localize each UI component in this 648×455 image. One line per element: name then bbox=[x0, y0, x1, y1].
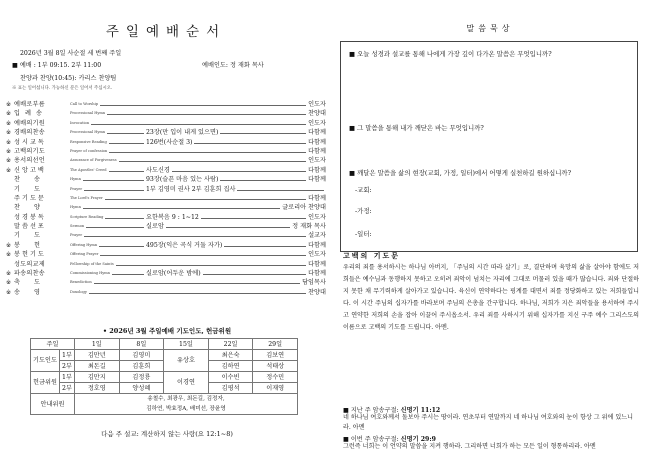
header-cell: 1일 bbox=[75, 339, 120, 350]
part-label: 1부 bbox=[60, 350, 75, 361]
order-row bbox=[6, 185, 326, 194]
order-row bbox=[6, 147, 326, 156]
order-item-name: 입례송 bbox=[14, 110, 47, 118]
leader-line bbox=[116, 265, 306, 266]
guide-names-line1: 송철수, 최광우, 최돈길, 김정자, bbox=[75, 394, 298, 405]
last-week-verse-text: 네 하나님 여호와께서 돌보아 주시는 땅이라. 연초부터 연말까지 네 하나님 여호와의 눈이 항상 그 위에 있느니라. 아멘 bbox=[343, 414, 634, 431]
order-item-performer: 다함께 bbox=[308, 147, 326, 155]
order-item-performer: 다함께 bbox=[308, 194, 326, 202]
order-item-performer: 다함께 bbox=[308, 241, 326, 249]
order-item-content: 495장(익은 곡식 거둘 자가) bbox=[146, 241, 223, 249]
leader-line bbox=[86, 227, 290, 228]
name-cell: 정호영 bbox=[75, 383, 120, 394]
order-item-content: 93장(슬픈 마음 있는 사람) bbox=[146, 176, 219, 184]
name-cell: 최돈길 bbox=[75, 361, 120, 372]
order-row bbox=[6, 194, 326, 203]
confession-text: 우리의 죄를 용서하시는 하나님 아버지, 「주님의 시간 따라 살기」로, 결단하며 육망의 삶을 살아야 함에도 저희들은 예수님과 동행하지 못하고 오히려 죄악이 넘치는 자리에 그대로 머물러 있을 때가 많습니다. 죄와 단절하지 못한 채 무기력하게 살아가고 있습니다. 육신이 연약하다는 핑계를 대면서 죄를 정당화하고 있는 저희들입니다. 이 시간 주님의 십자가를 바라보며 주님의 은총을 간구합니다. 하나님, 저희가 지은 죄악들을 용서하여 주시고 연약한 저희의 손을 잡아 이끌어 주시옵소서. 우리 죄를 사하시기 위해 십자가를 지신 구주 예수 그리스도의 이름으로 고백의 기도를 드립니다. 아멘. bbox=[343, 264, 639, 332]
order-row bbox=[6, 231, 326, 240]
stand-mark: ※ bbox=[6, 270, 12, 278]
order-row bbox=[6, 222, 326, 231]
stand-mark: ※ bbox=[6, 241, 12, 249]
order-item-english: Prayer bbox=[70, 233, 83, 238]
name-cell: 김영미 bbox=[119, 350, 164, 361]
stand-mark: ※ bbox=[6, 138, 12, 146]
order-row bbox=[6, 250, 326, 259]
service-leader: 예배인도: 정 재화 목사 bbox=[202, 62, 264, 69]
name-cell: 김훈희 bbox=[119, 361, 164, 372]
name-cell: 유상호 bbox=[164, 350, 209, 372]
last-week-ref: 신명기 11:12 bbox=[400, 407, 441, 414]
leader-line bbox=[119, 161, 306, 162]
order-item-content: 사도신경 bbox=[146, 166, 170, 174]
order-item-name: 경배의찬송 bbox=[14, 129, 45, 137]
order-item-name: 예배로부름 bbox=[14, 101, 45, 108]
order-item-name: 주기도문 bbox=[14, 194, 46, 202]
order-item-performer: 인도자 bbox=[308, 251, 326, 259]
name-cell: 석태상 bbox=[253, 361, 298, 372]
order-item-performer: 다함께 bbox=[308, 270, 326, 278]
order-item-name: 찬양 bbox=[14, 204, 54, 212]
part-label: 2부 bbox=[60, 361, 75, 372]
order-item-name: 성경봉독 bbox=[14, 213, 46, 221]
this-week-verse-text: 그런즉 너희는 이 언약의 말씀을 지켜 행하라. 그리하면 너희가 하는 모든 일이 형통하리라. 아멘 bbox=[343, 443, 596, 450]
next-week-sermon: 다음 주 설교: 계산하지 않는 사랑(요 12:1~8) bbox=[101, 430, 233, 438]
leader-line bbox=[112, 274, 306, 275]
order-row bbox=[6, 119, 326, 128]
leader-line bbox=[109, 171, 306, 172]
name-cell: 이경연 bbox=[164, 372, 209, 394]
order-row bbox=[6, 278, 326, 287]
order-item-name: 고백의기도 bbox=[14, 147, 45, 155]
answer-work-label: -일터: bbox=[355, 230, 372, 238]
order-item-english: Hymn bbox=[70, 205, 81, 210]
confession-title: 고백의 기도문 bbox=[343, 251, 401, 260]
order-item-performer: 인도자 bbox=[308, 119, 326, 127]
reflection-title: 말씀묵상 bbox=[466, 24, 514, 33]
leader-line bbox=[89, 293, 306, 294]
order-item-english: Call to Worship bbox=[70, 102, 99, 106]
stand-mark: ※ bbox=[6, 288, 12, 296]
stand-mark: ※ bbox=[6, 110, 12, 118]
order-item-performer: 설교자 bbox=[308, 232, 326, 240]
order-of-service bbox=[6, 100, 326, 297]
answer-home-label: -가정: bbox=[355, 207, 372, 215]
order-item-english: Benediction bbox=[70, 280, 92, 285]
order-row bbox=[6, 109, 326, 118]
name-cell: 양성혜 bbox=[119, 383, 164, 394]
stand-mark: ※ bbox=[6, 119, 12, 127]
order-item-english: Scripture Reading bbox=[70, 214, 104, 219]
order-item-english: Hymn bbox=[70, 177, 81, 182]
order-item-performer: 인도자 bbox=[308, 101, 326, 108]
order-row bbox=[6, 203, 326, 212]
order-item-english: Processional Hymn bbox=[70, 130, 106, 135]
order-item-english: The Apostles' Creed bbox=[70, 167, 107, 172]
name-cell: 김만년 bbox=[75, 350, 120, 361]
answer-home[interactable] bbox=[355, 206, 372, 215]
order-item-name: 용서의선언 bbox=[14, 157, 45, 165]
this-week-label: ■ 이번 주 암송구절: bbox=[343, 436, 399, 443]
name-cell: 김하연 bbox=[208, 361, 253, 372]
answer-church[interactable] bbox=[355, 185, 372, 194]
stand-mark: ※ bbox=[6, 147, 12, 155]
name-cell: 정수민 bbox=[253, 372, 298, 383]
leader-line bbox=[109, 152, 306, 153]
leader-line bbox=[84, 236, 306, 237]
order-item-performer: 다함께 bbox=[308, 260, 326, 268]
order-item-name: 성도의교제 bbox=[14, 260, 45, 268]
page-title: 주일예배순서 bbox=[105, 24, 227, 40]
worship-table-title: • 2026년 3월 주일예배 기도인도, 헌금위원 bbox=[102, 327, 232, 335]
order-item-content: 실로암(어두운 밤에) bbox=[146, 270, 201, 278]
this-week-ref: 신명기 29:9 bbox=[400, 436, 436, 443]
order-item-name: 예배의기원 bbox=[14, 119, 45, 127]
order-item-english: Prayer bbox=[70, 186, 83, 191]
reflection-box bbox=[340, 41, 638, 252]
order-item-name: 신앙고백 bbox=[14, 166, 46, 174]
order-item-performer: 글로리아 찬양대 bbox=[282, 204, 326, 212]
order-item-english: Assurance of Forgiveness bbox=[70, 158, 117, 163]
service-time: ■ 예배 : 1부 09:15. 2부 11:00 bbox=[12, 62, 102, 69]
guide-names-line2: 김하연, 박효정A, 배미선, 장윤영 bbox=[75, 404, 298, 415]
order-item-content: 23장(만 입이 내게 있으면) bbox=[146, 129, 219, 137]
worship-duty-table bbox=[30, 338, 298, 415]
order-item-english: The Lord's Prayer bbox=[70, 195, 103, 200]
leader-line bbox=[105, 199, 306, 200]
answer-work[interactable] bbox=[355, 229, 372, 238]
order-item-english: Commissioning Hymn bbox=[70, 271, 110, 276]
order-item-performer: 다함께 bbox=[308, 129, 326, 137]
order-item-english: Doxology bbox=[70, 289, 87, 294]
name-cell: 김보연 bbox=[253, 350, 298, 361]
order-row bbox=[6, 128, 326, 137]
order-item-performer: 다함께 bbox=[308, 138, 326, 146]
stand-mark: ※ bbox=[6, 166, 12, 174]
order-item-english: Responsive Reading bbox=[70, 139, 107, 144]
name-cell: 김정룡 bbox=[119, 372, 164, 383]
order-item-performer: 인도자 bbox=[308, 157, 326, 165]
leader-line bbox=[100, 255, 306, 256]
question-1: ■ 오늘 성경과 설교를 통해 나에게 가장 깊이 다가온 말씀은 무엇입니까? bbox=[349, 50, 552, 58]
row-label: 안내위원 bbox=[31, 394, 75, 415]
order-item-name: 성시교독 bbox=[14, 138, 46, 146]
order-item-content: 126번(사순절 3) bbox=[146, 138, 193, 146]
leader-line bbox=[83, 208, 280, 209]
last-week-label: ■ 지난 주 암송구절: bbox=[343, 407, 399, 414]
header-cell: 29일 bbox=[253, 339, 298, 350]
question-2: ■ 그 말씀을 통해 내가 깨닫은 바는 무엇입니까? bbox=[349, 124, 484, 132]
order-row bbox=[6, 138, 326, 147]
order-row bbox=[6, 100, 326, 109]
header-cell: 주일 bbox=[31, 339, 75, 350]
stand-mark: ※ bbox=[6, 279, 12, 287]
part-label: 2부 bbox=[60, 383, 75, 394]
header-cell: 15일 bbox=[164, 339, 209, 350]
order-item-name: 축도 bbox=[14, 279, 54, 287]
order-item-content: 요한복음 9 : 1~12 bbox=[146, 213, 199, 221]
order-item-performer: 다함께 bbox=[308, 176, 326, 184]
order-row bbox=[6, 260, 326, 269]
leader-line bbox=[94, 283, 300, 284]
order-item-name: 찬송 bbox=[14, 176, 54, 184]
leader-line bbox=[91, 124, 306, 125]
order-row bbox=[6, 175, 326, 184]
date-line: 2026년 3월 8일 사순절 세 번째 주일 bbox=[20, 50, 122, 57]
order-row bbox=[6, 213, 326, 222]
order-item-performer: 인도자 bbox=[308, 213, 326, 221]
row-label: 기도인도 bbox=[31, 350, 60, 372]
order-row bbox=[6, 166, 326, 175]
stand-mark: ※ bbox=[6, 101, 12, 108]
name-cell: 이재영 bbox=[253, 383, 298, 394]
order-row bbox=[6, 156, 326, 165]
order-item-name: 기도 bbox=[14, 232, 54, 240]
order-item-english: Invocation bbox=[70, 120, 90, 125]
stand-mark: ※ bbox=[6, 251, 12, 259]
praise-line: 찬양과 찬양(10:45): 카리스 찬양팀 bbox=[20, 75, 117, 82]
order-item-content: 1부 김영미 권사 2부 김훈희 집사 bbox=[146, 185, 236, 193]
name-cell: 김평석 bbox=[208, 383, 253, 394]
order-item-performer: 찬양대 bbox=[308, 288, 326, 296]
order-item-performer: 찬양대 bbox=[308, 110, 326, 118]
stand-mark: ※ bbox=[6, 157, 12, 165]
header-cell: 22일 bbox=[208, 339, 253, 350]
question-3: ■ 깨달은 말씀을 삶의 현장(교회, 가정, 일터)에서 어떻게 실천하길 원하십니까? bbox=[349, 169, 571, 177]
leader-line bbox=[105, 218, 306, 219]
part-label: 1부 bbox=[60, 372, 75, 383]
order-row bbox=[6, 288, 326, 297]
stand-mark: ※ bbox=[6, 129, 12, 137]
order-item-name: 봉헌 bbox=[14, 241, 54, 249]
order-item-performer: 담임목사 bbox=[302, 279, 326, 287]
asterisk-note: ※ 표는 일어섭니다. 가능하신 분은 일어서 주십시오. bbox=[12, 86, 113, 91]
order-item-english: Fellowship of the Saints bbox=[70, 261, 114, 266]
reflection-page bbox=[340, 0, 640, 455]
order-item-name: 기도 bbox=[14, 185, 54, 193]
order-item-performer: 정 재화 목사 bbox=[292, 223, 326, 231]
order-item-english: Offering Hymn bbox=[70, 242, 98, 247]
order-item-english: Offering Prayer bbox=[70, 252, 99, 257]
order-row bbox=[6, 269, 326, 278]
worship-order-page bbox=[6, 0, 326, 455]
order-item-name: 봉헌기도 bbox=[14, 251, 46, 259]
leader-line bbox=[107, 114, 306, 115]
order-item-name: 말씀선포 bbox=[14, 223, 46, 231]
order-item-english: Processional Hymn bbox=[70, 111, 106, 116]
leader-line bbox=[100, 105, 306, 106]
order-item-english: Sermon bbox=[70, 224, 85, 229]
name-cell: 최은숙 bbox=[208, 350, 253, 361]
order-item-content: 실로암 bbox=[146, 223, 164, 231]
answer-church-label: -교회: bbox=[355, 186, 372, 194]
name-cell: 이수빈 bbox=[208, 372, 253, 383]
order-item-name: 파송의찬송 bbox=[14, 270, 45, 278]
order-row bbox=[6, 241, 326, 250]
row-label: 헌금위원 bbox=[31, 372, 60, 394]
order-item-english: Prayer of confession bbox=[70, 148, 108, 153]
order-item-name: 송영 bbox=[14, 288, 54, 296]
name-cell: 김만지 bbox=[75, 372, 120, 383]
order-item-performer: 다함께 bbox=[308, 166, 326, 174]
header-cell: 8일 bbox=[119, 339, 164, 350]
leader-line bbox=[109, 143, 306, 144]
